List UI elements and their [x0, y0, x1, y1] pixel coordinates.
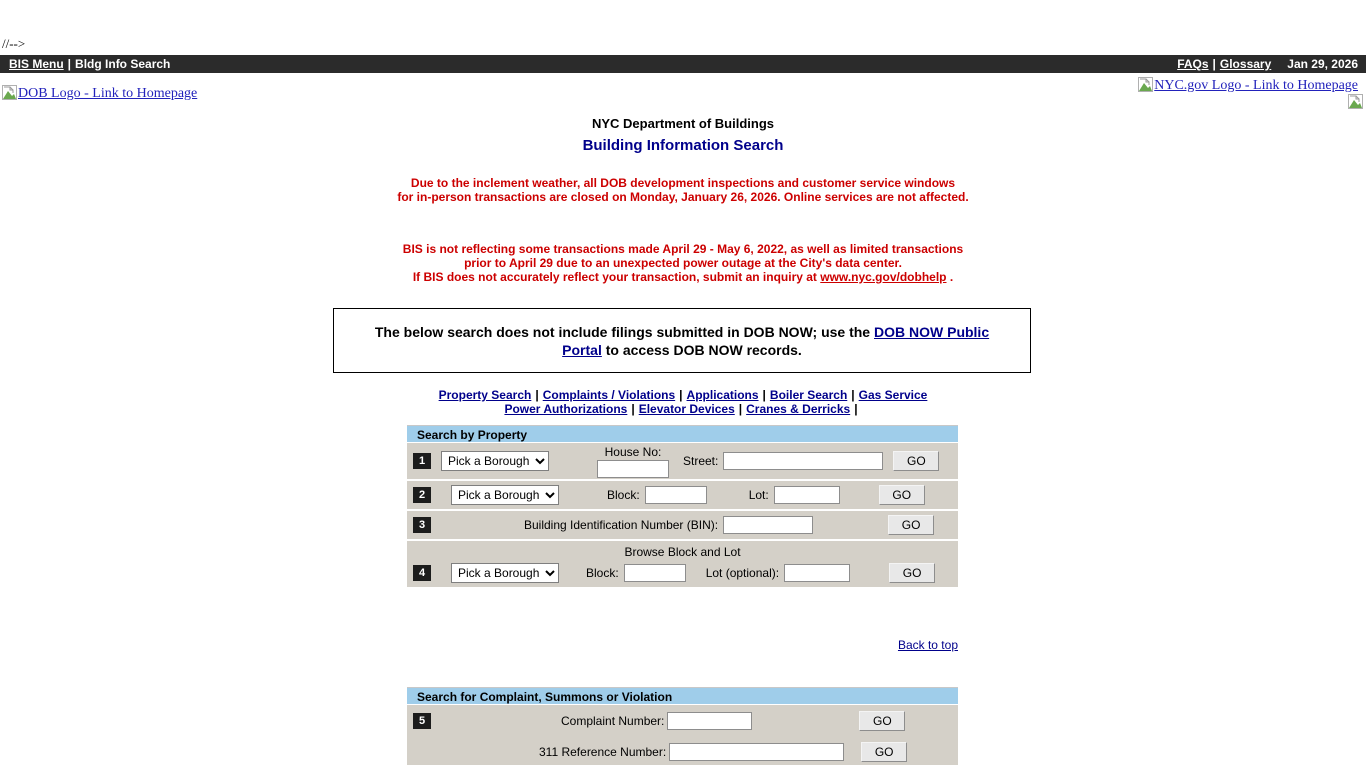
nav-separator: |: [851, 388, 855, 402]
bis-alert-line-2: prior to April 29 due to an unexpected power outage at the City's data center.: [464, 256, 902, 270]
weather-alert-line-1: Due to the inclement weather, all DOB development inspections and customer service windows: [410, 176, 956, 190]
dob-now-text-pre: The below search does not include filings submitted in DOB NOW; use the: [374, 323, 874, 340]
nav-separator: |: [535, 388, 539, 402]
dob-now-public-portal-link[interactable]: DOB NOW Public Portal: [562, 323, 990, 358]
dobhelp-link[interactable]: www.nyc.gov/dobhelp: [820, 270, 947, 284]
topbar-separator-2: |: [1212, 57, 1216, 71]
block-input-row-2[interactable]: [645, 486, 707, 504]
property-search-row-browse-block-lot: [407, 541, 958, 589]
borough-select-2[interactable]: [451, 485, 559, 505]
row-number-badge-2: 2: [413, 487, 431, 503]
search-by-property-header: Search by Property: [407, 425, 958, 443]
nav-separator: |: [679, 388, 683, 402]
nav-link-gas-service[interactable]: Gas Service: [858, 388, 928, 402]
nav-link-complaints-violations[interactable]: Complaints / Violations: [542, 388, 676, 402]
search-by-property-panel: [407, 425, 958, 589]
dob-now-notice-text: [334, 323, 1030, 359]
complaint-search-row: [407, 705, 958, 767]
row-number-badge-4: 4: [413, 565, 431, 581]
bis-data-alert: [0, 242, 1366, 284]
row-5-inner-complaint: [407, 705, 958, 736]
ref311-label: 311 Reference Number:: [539, 744, 667, 759]
block-input-row-4[interactable]: [624, 564, 686, 582]
row-number-badge-3: 3: [413, 517, 431, 533]
lot-optional-label-row-4: Lot (optional):: [705, 566, 780, 580]
nav-separator: |: [762, 388, 766, 402]
corner-broken-image-container: [1348, 94, 1364, 109]
go-button-complaint[interactable]: GO: [859, 711, 905, 731]
bis-alert-line-3-pre: If BIS does not accurately reflect your transaction, submit an inquiry at: [412, 270, 821, 284]
ref311-input[interactable]: [669, 743, 844, 761]
weather-alert-line-2: for in-person transactions are closed on Monday, January 26, 2026. Online services are not affected.: [397, 190, 969, 204]
nav-link-power-authorizations[interactable]: Power Authorizations: [504, 402, 628, 416]
go-button-311[interactable]: GO: [861, 742, 907, 762]
section-navigation-links: [0, 388, 1366, 416]
nav-link-property-search[interactable]: Property Search: [438, 388, 532, 402]
search-complaint-header: Search for Complaint, Summons or Violation: [407, 687, 958, 705]
go-button-row-2[interactable]: GO: [879, 485, 925, 505]
lot-label-row-2: Lot:: [748, 488, 769, 502]
topbar-right-group: [1177, 55, 1358, 73]
borough-select-4[interactable]: [451, 563, 559, 583]
house-no-group: [597, 445, 669, 478]
row-number-badge-1: 1: [413, 453, 431, 469]
search-complaint-panel: [407, 687, 958, 767]
faqs-link[interactable]: FAQs: [1177, 57, 1209, 71]
property-search-row-bin: [407, 511, 958, 541]
back-to-top-link[interactable]: Back to top: [897, 638, 958, 652]
agency-title: NYC Department of Buildings: [591, 116, 774, 131]
topbar-separator-1: |: [67, 57, 72, 71]
bin-label: Building Identification Number (BIN):: [524, 518, 719, 532]
broken-image-icon: [1348, 94, 1363, 109]
page-title: Building Information Search: [582, 137, 784, 154]
street-label: Street:: [683, 454, 719, 468]
property-search-row-address: [407, 443, 958, 481]
bldg-info-search-label: Bldg Info Search: [75, 57, 171, 71]
lot-input-row-4[interactable]: [784, 564, 850, 582]
house-no-label: House No:: [604, 444, 662, 459]
go-button-row-3[interactable]: GO: [888, 515, 934, 535]
row-4-inner: [407, 559, 958, 587]
go-button-row-1[interactable]: GO: [893, 451, 939, 471]
bis-alert-line-1: BIS is not reflecting some transactions made April 29 - May 6, 2022, as well as limited transactions: [402, 242, 964, 256]
row-2-inner: [407, 481, 958, 509]
row-5-inner-311: [407, 736, 958, 767]
property-search-row-block-lot: [407, 481, 958, 511]
dob-now-text-post: to access DOB NOW records.: [601, 341, 802, 358]
glossary-link[interactable]: Glossary: [1219, 57, 1272, 71]
block-label-row-4: Block:: [586, 566, 619, 580]
top-navigation-bar: [0, 55, 1366, 73]
nycgov-logo-alt-text[interactable]: NYC.gov Logo - Link to Homepage: [1154, 78, 1358, 93]
nav-links-row-2: [0, 402, 1366, 416]
row-number-badge-5: 5: [413, 713, 431, 729]
stray-comment-text: //-->: [2, 36, 26, 51]
borough-select-1[interactable]: [441, 451, 549, 471]
broken-image-icon: [1138, 77, 1153, 92]
bin-input[interactable]: [723, 516, 813, 534]
dob-logo-alt-text[interactable]: DOB Logo - Link to Homepage: [18, 86, 198, 101]
back-to-top-container: [407, 638, 958, 652]
row-1-inner: [407, 443, 958, 479]
current-date: Jan 29, 2026: [1287, 57, 1358, 71]
broken-image-icon: [2, 85, 17, 100]
nav-link-boiler-search[interactable]: Boiler Search: [769, 388, 848, 402]
house-no-input[interactable]: [597, 460, 669, 478]
dob-logo-link-container[interactable]: [2, 85, 197, 102]
nycgov-logo-link-container[interactable]: [1138, 77, 1358, 94]
dob-now-notice-box: [333, 308, 1031, 373]
nav-separator: |: [854, 402, 858, 416]
nav-separator: |: [738, 402, 743, 416]
nav-separator: |: [631, 402, 635, 416]
complaint-number-input[interactable]: [667, 712, 752, 730]
nav-link-elevator-devices[interactable]: Elevator Devices: [638, 402, 735, 416]
topbar-left-group: [9, 55, 170, 73]
street-input[interactable]: [723, 452, 883, 470]
bis-menu-link[interactable]: BIS Menu: [9, 57, 64, 71]
nav-link-applications[interactable]: Applications: [686, 388, 759, 402]
lot-input-row-2[interactable]: [774, 486, 840, 504]
block-label-row-2: Block:: [607, 488, 640, 502]
nav-link-cranes-derricks[interactable]: Cranes & Derricks: [746, 402, 851, 416]
weather-alert: [0, 176, 1366, 204]
row-3-inner: [407, 511, 958, 539]
nav-links-row-1: [0, 388, 1366, 402]
go-button-row-4[interactable]: GO: [889, 563, 935, 583]
browse-block-lot-caption: Browse Block and Lot: [624, 545, 741, 559]
complaint-number-label: Complaint Number:: [561, 713, 665, 728]
bis-alert-line-3-post: .: [946, 270, 954, 284]
bis-alert-line-3: [0, 270, 1366, 284]
